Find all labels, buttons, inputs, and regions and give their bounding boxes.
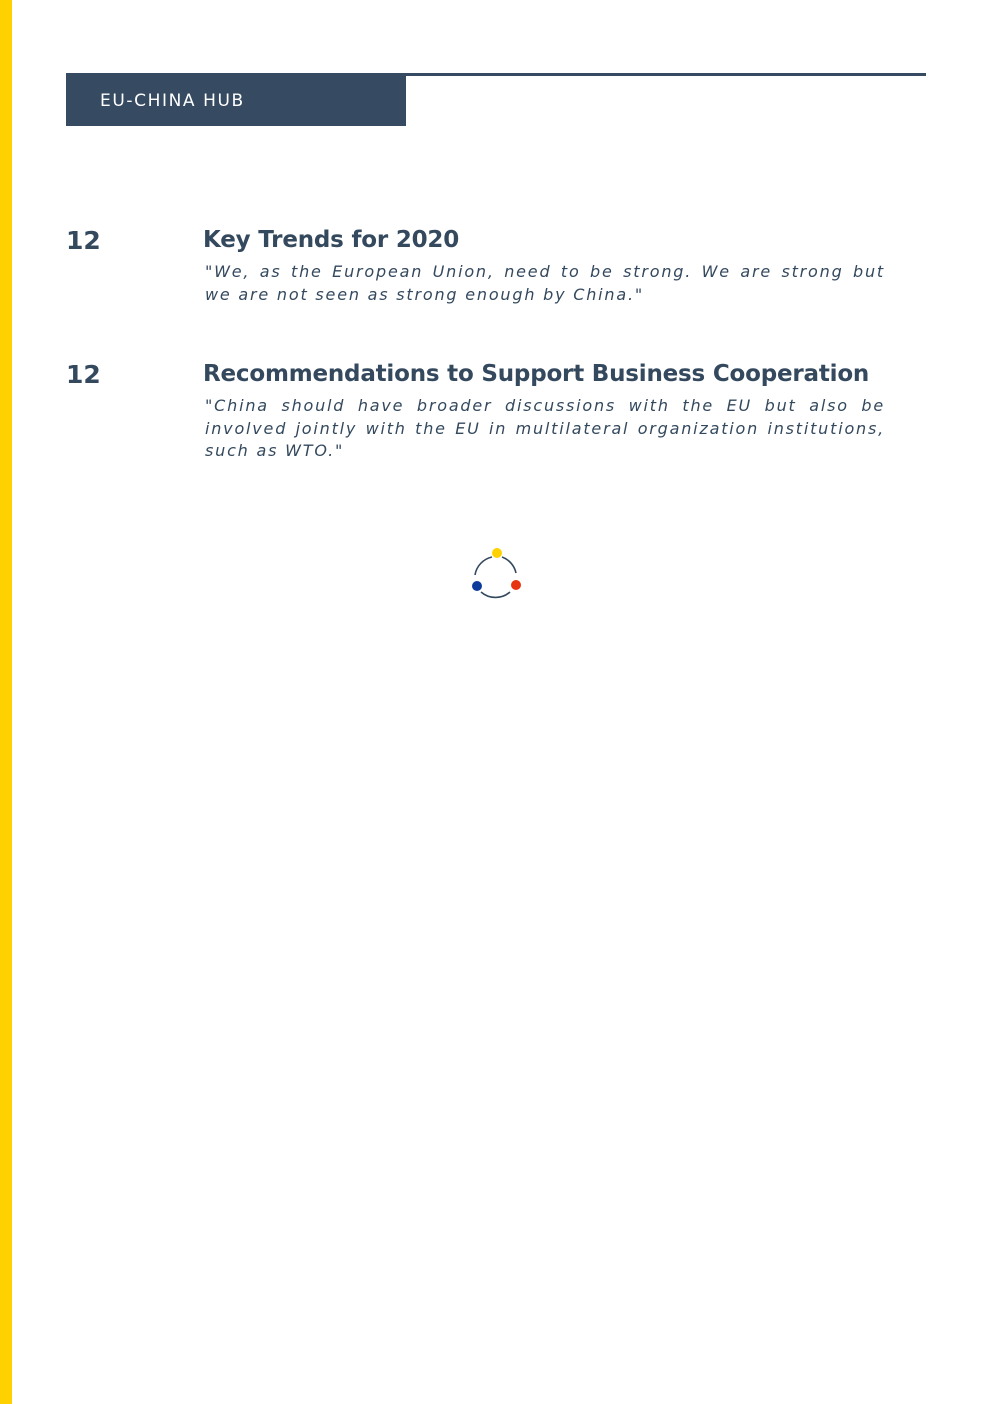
logo-arc-top — [475, 557, 492, 575]
logo-arc-right — [502, 557, 516, 573]
toc-page-number: 12 — [66, 226, 101, 255]
logo-dot-blue — [472, 581, 482, 591]
header-tab — [66, 76, 406, 126]
logo-arc-bottom — [481, 592, 510, 597]
side-accent-stripe — [0, 0, 12, 1404]
logo-dot-red — [511, 580, 521, 590]
logo-dot-yellow — [492, 548, 502, 558]
eu-china-hub-logo-icon — [466, 545, 526, 605]
header-label: EU-CHINA HUB — [100, 91, 245, 111]
toc-quote: "China should have broader discussions with the EU but also be involved jointly with the EU in multilateral organization institutions, such as WTO." — [205, 396, 885, 460]
toc-quote: "We, as the European Union, need to be strong. We are strong but we are not seen as strong enough by China." — [205, 262, 885, 304]
toc-title: Recommendations to Support Business Cooperation — [203, 361, 870, 387]
toc-entry-body — [203, 226, 885, 306]
toc-entry-body — [203, 360, 885, 463]
toc-page-number: 12 — [66, 360, 101, 389]
toc-title: Key Trends for 2020 — [203, 227, 460, 253]
